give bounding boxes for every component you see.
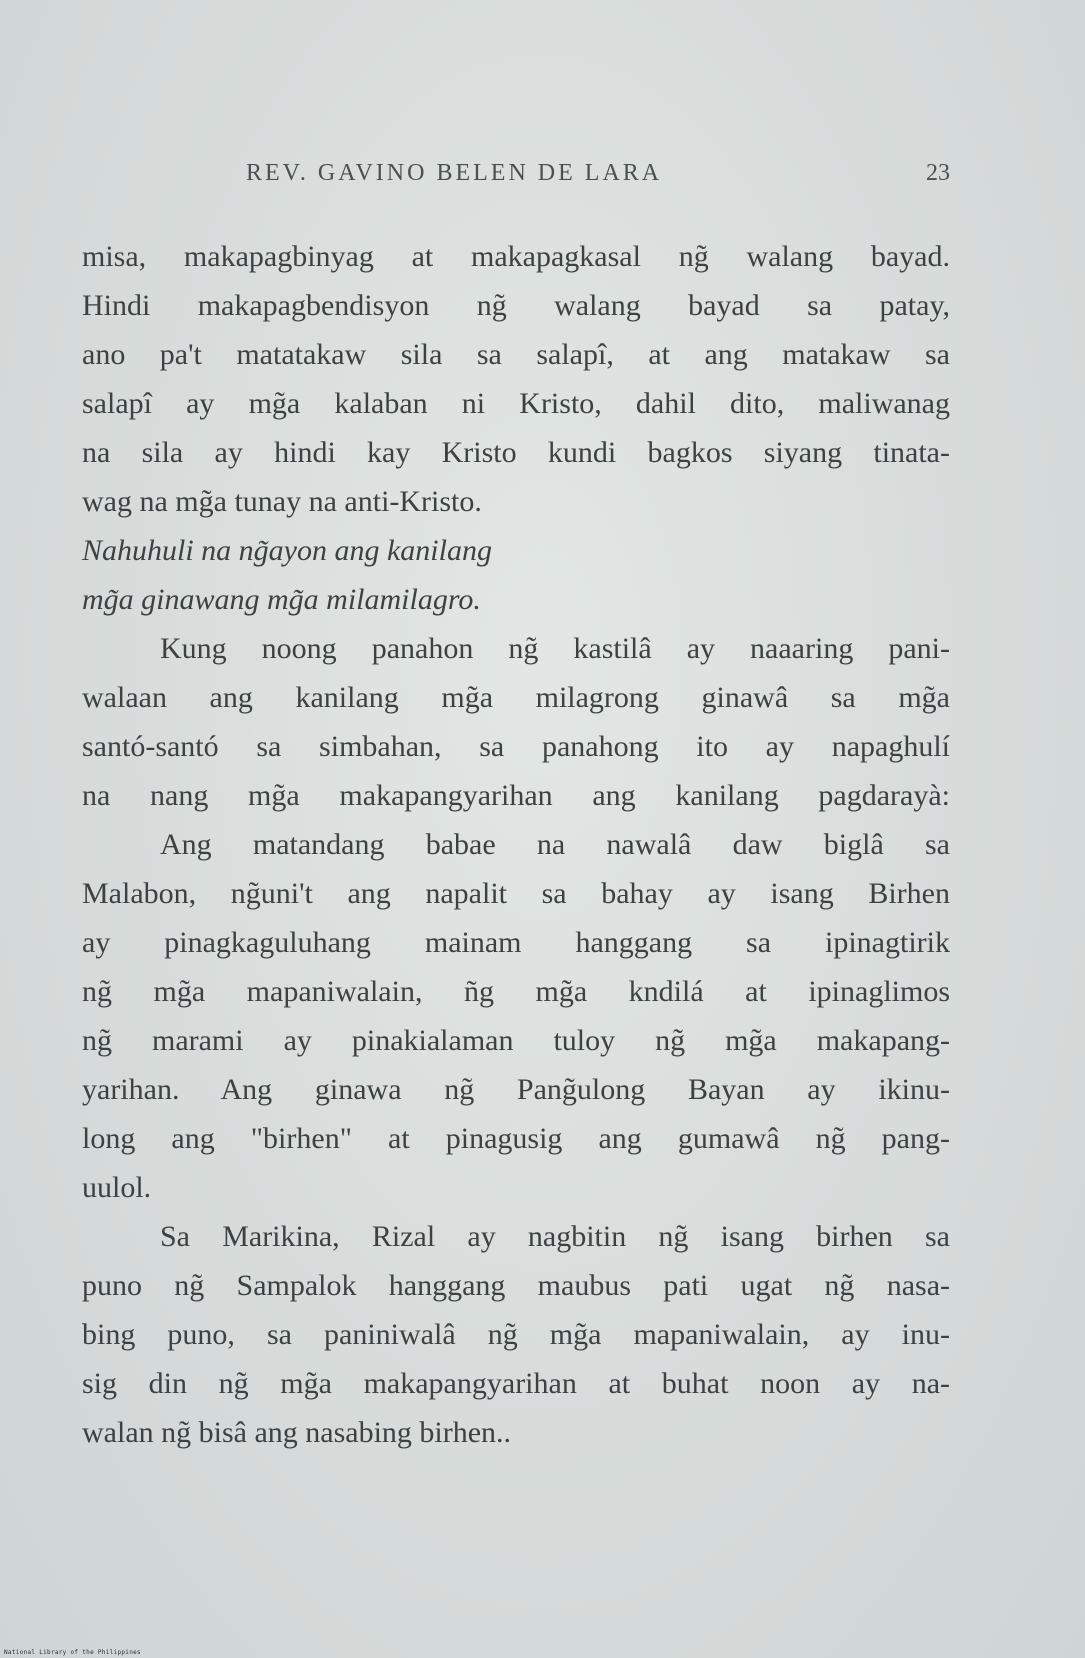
- text-line: walaan ang kanilang mg̃a milagrong ginawâ sa mg̃a: [82, 681, 950, 714]
- text-line: ay pinagkaguluhang mainam hanggang sa ipinagtirik: [82, 926, 950, 959]
- text-line: misa, makapagbinyag at makapagkasal ng̃ walang bayad.: [82, 240, 950, 273]
- text-line: Ang matandang babae na nawalâ daw biglâ sa: [160, 828, 950, 861]
- section-heading-line: mg̃a ginawang mg̃a milamilagro.: [82, 583, 481, 616]
- text-line: walan ng̃ bisâ ang nasabing birhen..: [82, 1416, 512, 1449]
- text-line: na nang mg̃a makapangyarihan ang kanilang pagdarayà:: [82, 779, 950, 812]
- text-line: Kung noong panahon ng̃ kastilâ ay naaaring pani-: [160, 632, 950, 665]
- text-line: yarihan. Ang ginawa ng̃ Pang̃ulong Bayan ay ikinu-: [82, 1073, 950, 1106]
- running-title: REV. GAVINO BELEN DE LARA: [246, 160, 663, 186]
- page-number: 23: [926, 160, 950, 186]
- text-line: uulol.: [82, 1171, 152, 1204]
- section-heading-line: Nahuhuli na ng̃ayon ang kanilang: [82, 534, 492, 567]
- body-text: [82, 232, 950, 1457]
- text-line: Sa Marikina, Rizal ay nagbitin ng̃ isang birhen sa: [160, 1220, 950, 1253]
- text-line: santó-santó sa simbahan, sa panahong ito ay napaghulí: [82, 730, 950, 763]
- text-line: ng̃ marami ay pinakialaman tuloy ng̃ mg̃a makapang-: [82, 1024, 950, 1057]
- text-line: puno ng̃ Sampalok hanggang maubus pati ugat ng̃ nasa-: [82, 1269, 950, 1302]
- text-line: salapî ay mg̃a kalaban ni Kristo, dahil dito, maliwanag: [82, 387, 950, 420]
- text-line: ano pa't matatakaw sila sa salapî, at ang matakaw sa: [82, 338, 950, 371]
- text-line: long ang "birhen" at pinagusig ang gumawâ ng̃ pang-: [82, 1122, 950, 1155]
- text-line: na sila ay hindi kay Kristo kundi bagkos siyang tinata-: [82, 436, 950, 469]
- running-head: [82, 160, 950, 200]
- footer-credit: National Library of the Philippines: [4, 1649, 141, 1656]
- text-line: sig din ng̃ mg̃a makapangyarihan at buhat noon ay na-: [82, 1367, 950, 1400]
- text-line: wag na mg̃a tunay na anti-Kristo.: [82, 485, 482, 518]
- text-line: bing puno, sa paniniwalâ ng̃ mg̃a mapaniwalain, ay inu-: [82, 1318, 950, 1351]
- text-line: Hindi makapagbendisyon ng̃ walang bayad sa patay,: [82, 289, 950, 322]
- text-line: Malabon, ng̃uni't ang napalit sa bahay ay isang Birhen: [82, 877, 950, 910]
- text-line: ng̃ mg̃a mapaniwalain, ñg mg̃a kndilá at ipinaglimos: [82, 975, 950, 1008]
